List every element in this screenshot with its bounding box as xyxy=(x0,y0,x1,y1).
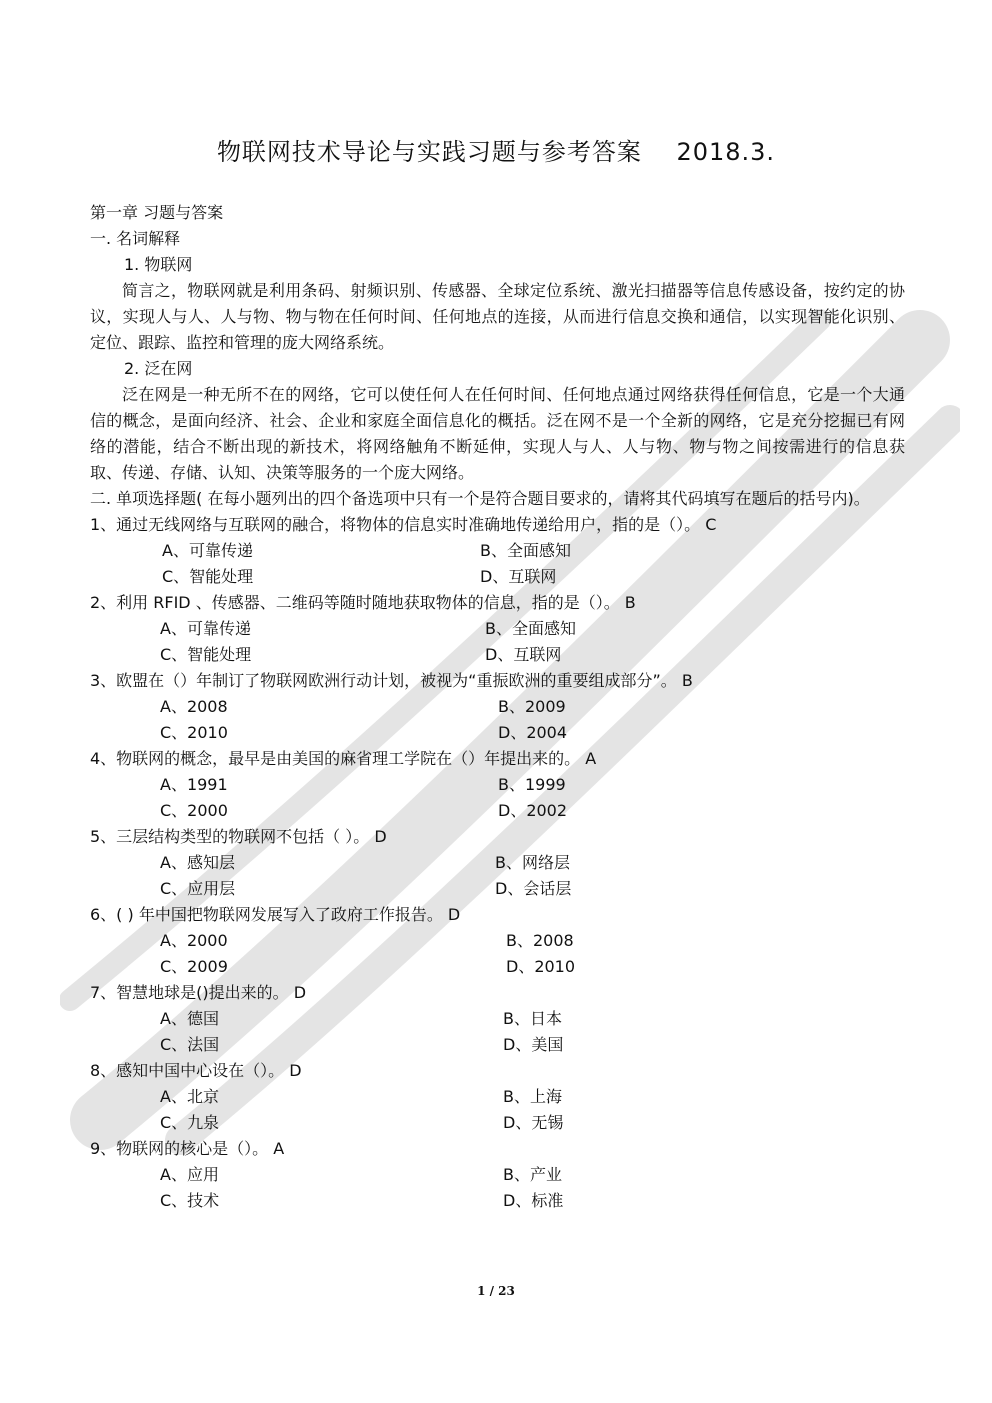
question-block xyxy=(90,590,905,668)
option-a: A、可靠传递 xyxy=(162,541,253,560)
option-row xyxy=(90,616,905,642)
option-row xyxy=(90,694,905,720)
option-c: C、智能处理 xyxy=(160,645,252,664)
option-b: B、2008 xyxy=(506,931,574,950)
option-d: D、会话层 xyxy=(495,879,572,898)
chapter-heading: 第一章 习题与答案 xyxy=(90,203,224,222)
option-c: C、2009 xyxy=(160,957,228,976)
option-row xyxy=(90,1162,905,1188)
option-a: A、可靠传递 xyxy=(160,619,251,638)
term-definition: 简言之，物联网就是利用条码、射频识别、传感器、全球定位系统、激光扫描器等信息传感设备，按约定的协议，实现人与人、人与物、物与物在任何时间、任何地点的连接，从而进行信息交换和通信，以实现智能化识别、定位、跟踪、监控和管理的庞大网络系统。 xyxy=(90,281,905,352)
option-row xyxy=(90,850,905,876)
option-b: B、日本 xyxy=(503,1009,562,1028)
question-stem: 5、三层结构类型的物联网不包括（ ）。 D xyxy=(90,827,387,846)
section-heading: 二. 单项选择题( 在每小题列出的四个备选项中只有一个是符合题目要求的，请将其代码填写在题后的括号内)。 xyxy=(90,489,870,508)
section-heading: 一. 名词解释 xyxy=(90,229,181,248)
option-c: C、应用层 xyxy=(160,879,236,898)
question-block xyxy=(90,902,905,980)
option-row xyxy=(90,720,905,746)
question-block xyxy=(90,668,905,746)
option-row xyxy=(90,954,905,980)
question-stem: 4、物联网的概念，最早是由美国的麻省理工学院在（）年提出来的。 A xyxy=(90,749,597,768)
option-row xyxy=(90,772,905,798)
option-c: C、技术 xyxy=(160,1191,220,1210)
option-b: B、全面感知 xyxy=(480,541,571,560)
question-stem: 7、智慧地球是()提出来的。 D xyxy=(90,983,307,1002)
option-row xyxy=(90,928,905,954)
document-body xyxy=(90,200,905,1214)
option-row xyxy=(90,1188,905,1214)
option-row xyxy=(90,1084,905,1110)
option-a: A、应用 xyxy=(160,1165,219,1184)
option-b: B、产业 xyxy=(503,1165,562,1184)
option-d: D、互联网 xyxy=(480,567,557,586)
option-b: B、2009 xyxy=(498,697,566,716)
question-block xyxy=(90,746,905,824)
option-d: D、美国 xyxy=(503,1035,564,1054)
term-block xyxy=(90,252,905,356)
question-list xyxy=(90,512,905,1214)
option-d: D、2002 xyxy=(498,801,568,820)
option-row xyxy=(90,538,905,564)
option-row xyxy=(90,1006,905,1032)
option-b: B、全面感知 xyxy=(485,619,576,638)
option-row xyxy=(90,1110,905,1136)
question-stem: 8、感知中国中心设在（）。 D xyxy=(90,1061,302,1080)
option-c: C、2010 xyxy=(160,723,228,742)
option-a: A、2008 xyxy=(160,697,228,716)
question-block xyxy=(90,1058,905,1136)
option-a: A、感知层 xyxy=(160,853,235,872)
question-stem: 2、利用 RFID 、传感器、二维码等随时随地获取物体的信息，指的是（）。 B xyxy=(90,593,636,612)
option-c: C、智能处理 xyxy=(162,567,254,586)
option-d: D、无锡 xyxy=(503,1113,564,1132)
question-block xyxy=(90,512,905,590)
option-d: D、标准 xyxy=(503,1191,564,1210)
option-row xyxy=(90,564,905,590)
document-title: 物联网技术导论与实践习题与参考答案 2018.3. xyxy=(216,138,776,166)
option-b: B、网络层 xyxy=(495,853,570,872)
question-stem: 6、( ) 年中国把物联网发展写入了政府工作报告。 D xyxy=(90,905,461,924)
option-b: B、上海 xyxy=(503,1087,562,1106)
option-a: A、2000 xyxy=(160,931,228,950)
option-row xyxy=(90,876,905,902)
question-block xyxy=(90,1136,905,1214)
question-block xyxy=(90,980,905,1058)
option-a: A、北京 xyxy=(160,1087,219,1106)
term-definition: 泛在网是一种无所不在的网络，它可以使任何人在任何时间、任何地点通过网络获得任何信息，它是一个大通信的概念，是面向经济、社会、企业和家庭全面信息化的概括。泛在网不是一个全新的网络，它是充分挖掘已有网络的潜能，结合不断出现的新技术，将网络触角不断延伸，实现人与人、人与物、物与物之间按需进行的信息获取、传递、存储、认知、决策等服务的一个庞大网络。 xyxy=(90,385,905,482)
option-row xyxy=(90,642,905,668)
question-block xyxy=(90,824,905,902)
question-stem: 1、通过无线网络与互联网的融合，将物体的信息实时准确地传递给用户，指的是（）。 C xyxy=(90,515,717,534)
option-d: D、2010 xyxy=(506,957,576,976)
option-c: C、九泉 xyxy=(160,1113,220,1132)
option-c: C、2000 xyxy=(160,801,228,820)
option-b: B、1999 xyxy=(498,775,566,794)
option-d: D、互联网 xyxy=(485,645,562,664)
term-block xyxy=(90,356,905,486)
option-d: D、2004 xyxy=(498,723,568,742)
option-a: A、1991 xyxy=(160,775,228,794)
option-c: C、法国 xyxy=(160,1035,220,1054)
option-row xyxy=(90,1032,905,1058)
term-heading: 1. 物联网 xyxy=(124,255,193,274)
page-number: 1 / 23 xyxy=(477,1284,515,1298)
question-stem: 9、物联网的核心是（）。 A xyxy=(90,1139,285,1158)
term-heading: 2. 泛在网 xyxy=(124,359,193,378)
option-row xyxy=(90,798,905,824)
option-a: A、德国 xyxy=(160,1009,219,1028)
question-stem: 3、欧盟在（）年制订了物联网欧洲行动计划，被视为“重振欧洲的重要组成部分”。 B xyxy=(90,671,693,690)
